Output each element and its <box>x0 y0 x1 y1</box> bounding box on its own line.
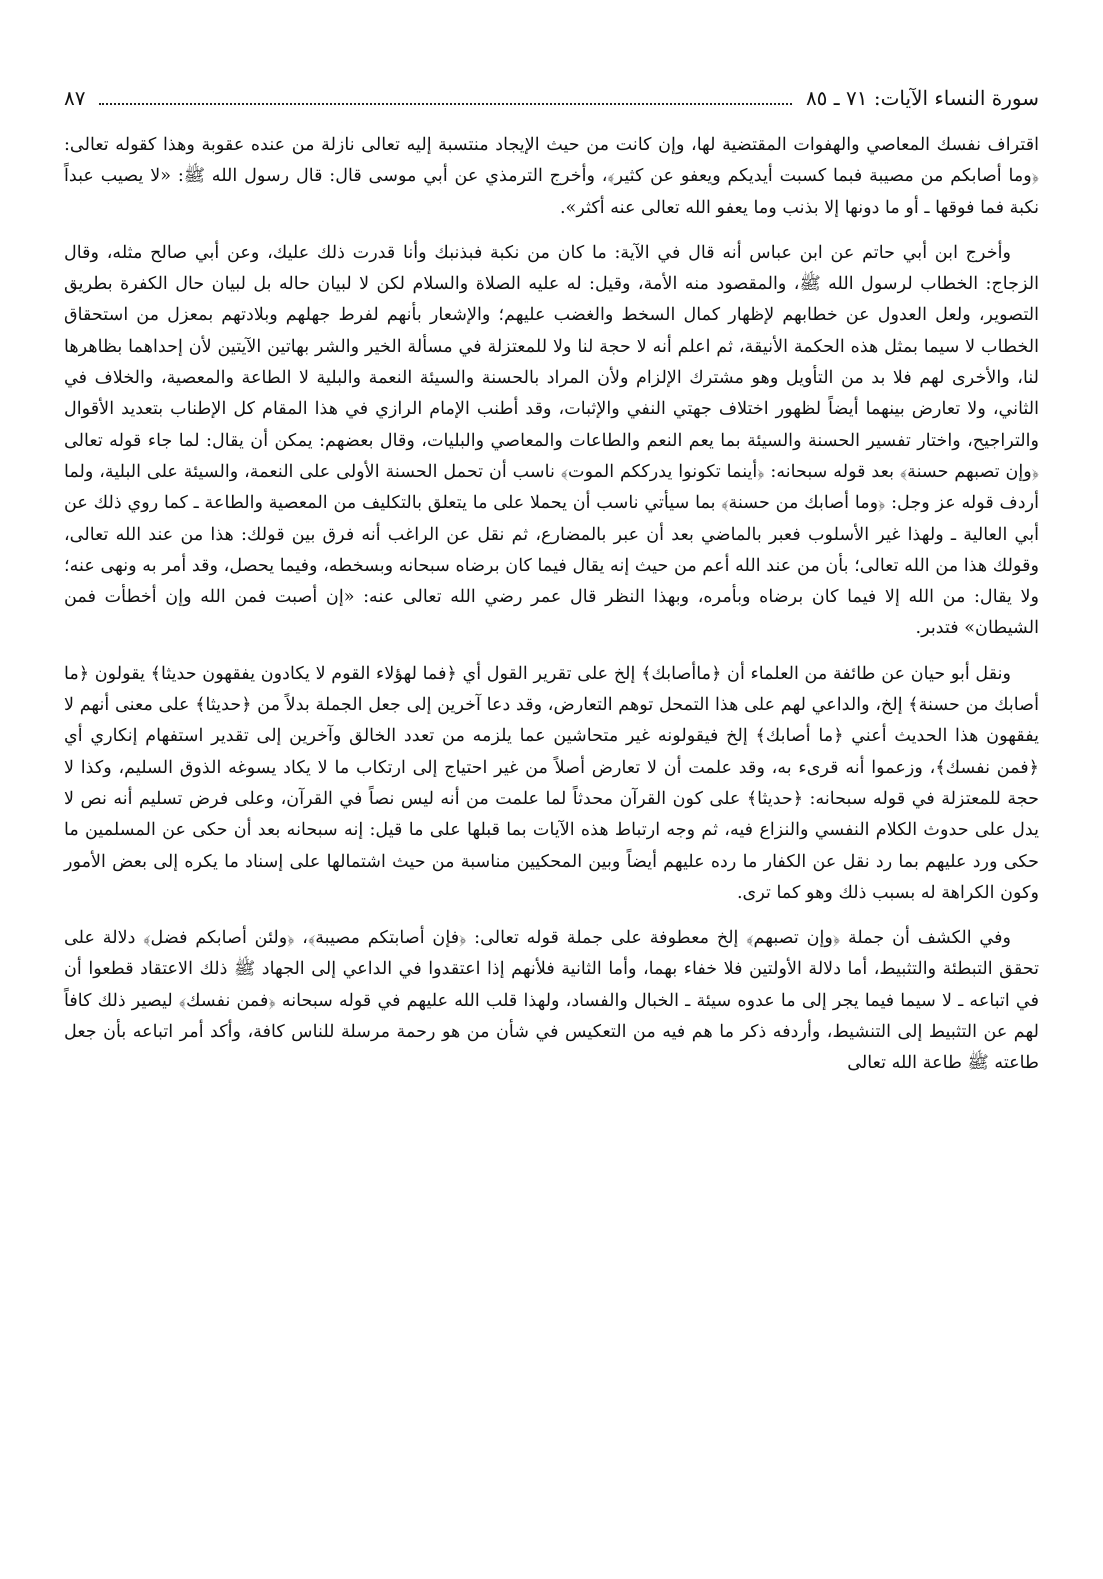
header-leader-dots <box>99 91 791 105</box>
running-header <box>64 86 1039 120</box>
page-number: ٨٧ <box>64 86 86 110</box>
surah-title: سورة النساء الآيات: ٧١ ـ ٨٥ <box>805 86 1039 110</box>
paragraph-1: اقتراف نفسك المعاصي والهفوات المقتضية لها، وإن كانت من حيث الإيجاد منتسبة إليه تعالى نازلة من عنده عقوبة وهذا كقوله تعالى: ﴿وما أصابكم من مصيبة فبما كسبت أيديكم ويعفو عن كثير﴾، وأخرج الترمذي عن أبي موسى قال: قال رسول الله ﷺ: «لا يصيب عبداً نكبة فما فوقها ـ أو ما دونها إلا بذنب وما يعفو الله تعالى عنه أكثر». <box>64 135 1039 218</box>
paragraph-4: وفي الكشف أن جملة ﴿وإن تصبهم﴾ إلخ معطوفة على جملة قوله تعالى: ﴿فإن أصابتكم مصيبة﴾، ﴿ولئن أصابكم فضل﴾ دلالة على تحقق التبطئة والتثبيط، أما دلالة الأولتين فلا خفاء بهما، وأما الثانية فلأنهم إذا اعتقدوا في الداعي إلى الجهاد ﷺ ذلك الاعتقاد قطعوا أن في اتباعه ـ لا سيما فيما يجر إلى ما عدوه سيئة ـ الخبال والفساد، ولهذا قلب الله عليهم في قوله سبحانه ﴿فمن نفسك﴾ ليصير ذلك كافاً لهم عن التثبيط إلى التنشيط، وأردفه ذكر ما هم فيه من التعكيس في شأن من هو رحمة مرسلة للناس كافة، وأكد أمر اتباعه بأن جعل طاعته ﷺ طاعة الله تعالى <box>64 928 1039 1074</box>
paragraph-3: ونقل أبو حيان عن طائفة من العلماء أن ﴿ماأصابك﴾ إلخ على تقرير القول أي ﴿فما لهؤلاء القوم لا يكادون يفقهون حديثا﴾ يقولون ﴿ما أصابك من حسنة﴾ إلخ، والداعي لهم على هذا التمحل توهم التعارض، وقد دعا آخرين إلى جعل الجملة بدلاً من ﴿حديثا﴾ على معنى أنهم لا يفقهون هذا الحديث أعني ﴿ما أصابك﴾ إلخ فيقولونه غير متحاشين عما يلزمه من تعدد الخالق وآخرين إلى تقدير استفهام إنكاري أي ﴿فمن نفسك﴾، وزعموا أنه قرىء به، وقد علمت أن لا تعارض أصلاً من غير احتياج إلى ارتكاب ما لا يكاد يسوغه الذوق السليم، وكذا لا حجة للمعتزلة في قوله سبحانه: ﴿حديثا﴾ على كون القرآن محدثاً لما علمت من أنه ليس نصاً في القرآن، وعلى فرض تسليم أنه نص لا يدل على حدوث الكلام النفسي والنزاع فيه، ثم وجه ارتباط هذه الآيات بما قبلها على ما قيل: إنه سبحانه بعد أن حكى عن المسلمين ما حكى ورد عليهم بما رد نقل عن الكفار ما رده عليهم أيضاً وبين المحكيين مناسبة من حيث اشتمالها على إسناد ما يكره إلى بعض الأمور وكون الكراهة له بسبب ذلك وهو كما ترى. <box>64 663 1039 903</box>
spacer <box>64 120 1039 130</box>
document-page <box>64 86 1039 1559</box>
spacer <box>64 909 1039 923</box>
spacer <box>64 224 1039 238</box>
spacer <box>64 645 1039 659</box>
paragraph-2: وأخرج ابن أبي حاتم عن ابن عباس أنه قال في الآية: ما كان من نكبة فبذنبك وأنا قدرت ذلك عليك، وعن أبي صالح مثله، وقال الزجاج: الخطاب لرسول الله ﷺ، والمقصود منه الأمة، وقيل: له عليه الصلاة والسلام لكن لا لبيان حاله بل لبيان حال الكفرة بطريق التصوير، ولعل العدول عن خطابهم لإظهار كمال السخط والغضب عليهم؛ والإشعار بأنهم لفرط جهلهم وبلادتهم بمعزل من استحقاق الخطاب لا سيما بمثل هذه الحكمة الأنيقة، ثم اعلم أنه لا حجة لنا ولا للمعتزلة في مسألة الخير والشر بهاتين الآيتين لأن إحداهما بظاهرها لنا، والأخرى لهم فلا بد من التأويل وهو مشترك الإلزام ولأن المراد بالحسنة والسيئة النعمة والبلية لا الطاعة والمعصية، والخلاف في الثاني، ولا تعارض بينهما أيضاً لظهور اختلاف جهتي النفي والإثبات، وقد أطنب الإمام الرازي في هذا المقام كل الإطناب بتعديد الأقوال والتراجيح، واختار تفسير الحسنة والسيئة بما يعم النعم والطاعات والمعاصي والبليات، وقال بعضهم: يمكن أن يقال: لما جاء قوله تعالى ﴿وإن تصبهم حسنة﴾ بعد قوله سبحانه: ﴿أينما تكونوا يدرككم الموت﴾ ناسب أن تحمل الحسنة الأولى على النعمة، والسيئة على البلية، ولما أردف قوله عز وجل: ﴿وما أصابك من حسنة﴾ بما سيأتي ناسب أن يحملا على ما يتعلق بالتكليف من المعصية والطاعة ـ كما روي ذلك عن أبي العالية ـ ولهذا غير الأسلوب فعبر بالماضي بعد أن عبر بالمضارع، ثم نقل عن الراغب أنه فرق بين قولك: هذا من عند الله تعالى، وقولك هذا من الله تعالى؛ بأن من عند الله أعم من حيث إنه يقال فيما كان برضاه سبحانه وبسخطه، وفيما يحصل، وقد أمر به ونهى عنه؛ ولا يقال: من الله إلا فيما كان برضاه وبأمره، وبهذا النظر قال عمر رضي الله تعالى عنه: «إن أصبت فمن الله وإن أخطأت فمن الشيطان» فتدبر. <box>64 242 1039 639</box>
